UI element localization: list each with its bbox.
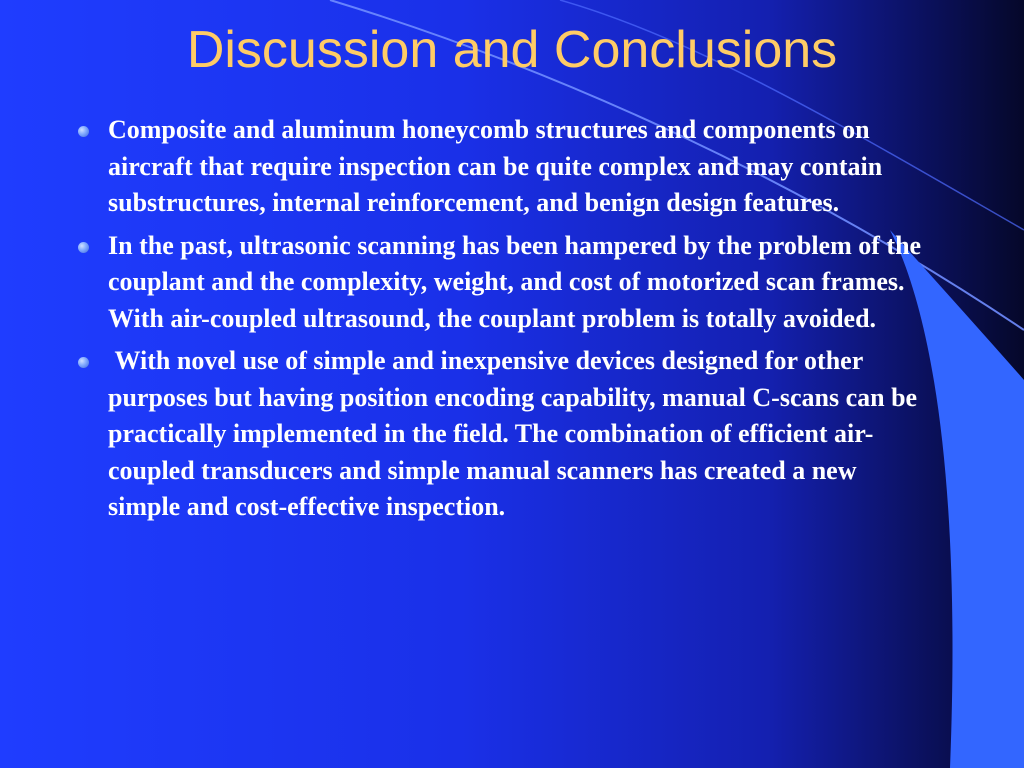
bullet-text: With novel use of simple and inexpensive devices designed for other purposes but having position encoding capability, manual C-scans can be practically implemented in the field. The combination of efficient air-coupled transducers and simple manual scanners has created a new simple and cost-effective inspection. [108,346,924,521]
bullet-item [72,228,928,338]
bullet-icon [78,242,89,253]
bullet-text: Composite and aluminum honeycomb structures and components on aircraft that require inspection can be quite complex and may contain substructures, internal reinforcement, and benign design features. [108,115,889,217]
bullet-item [72,112,922,222]
bullet-item [72,343,922,526]
bullet-list [72,112,928,532]
slide-title: Discussion and Conclusions [186,21,838,79]
bullet-text: In the past, ultrasonic scanning has been hampered by the problem of the couplant and the complexity, weight, and cost of motorized scan frames. With air-coupled ultrasound, the couplant problem is totally avoided. [108,230,928,333]
bullet-icon [78,357,89,368]
bullet-icon [78,126,89,137]
